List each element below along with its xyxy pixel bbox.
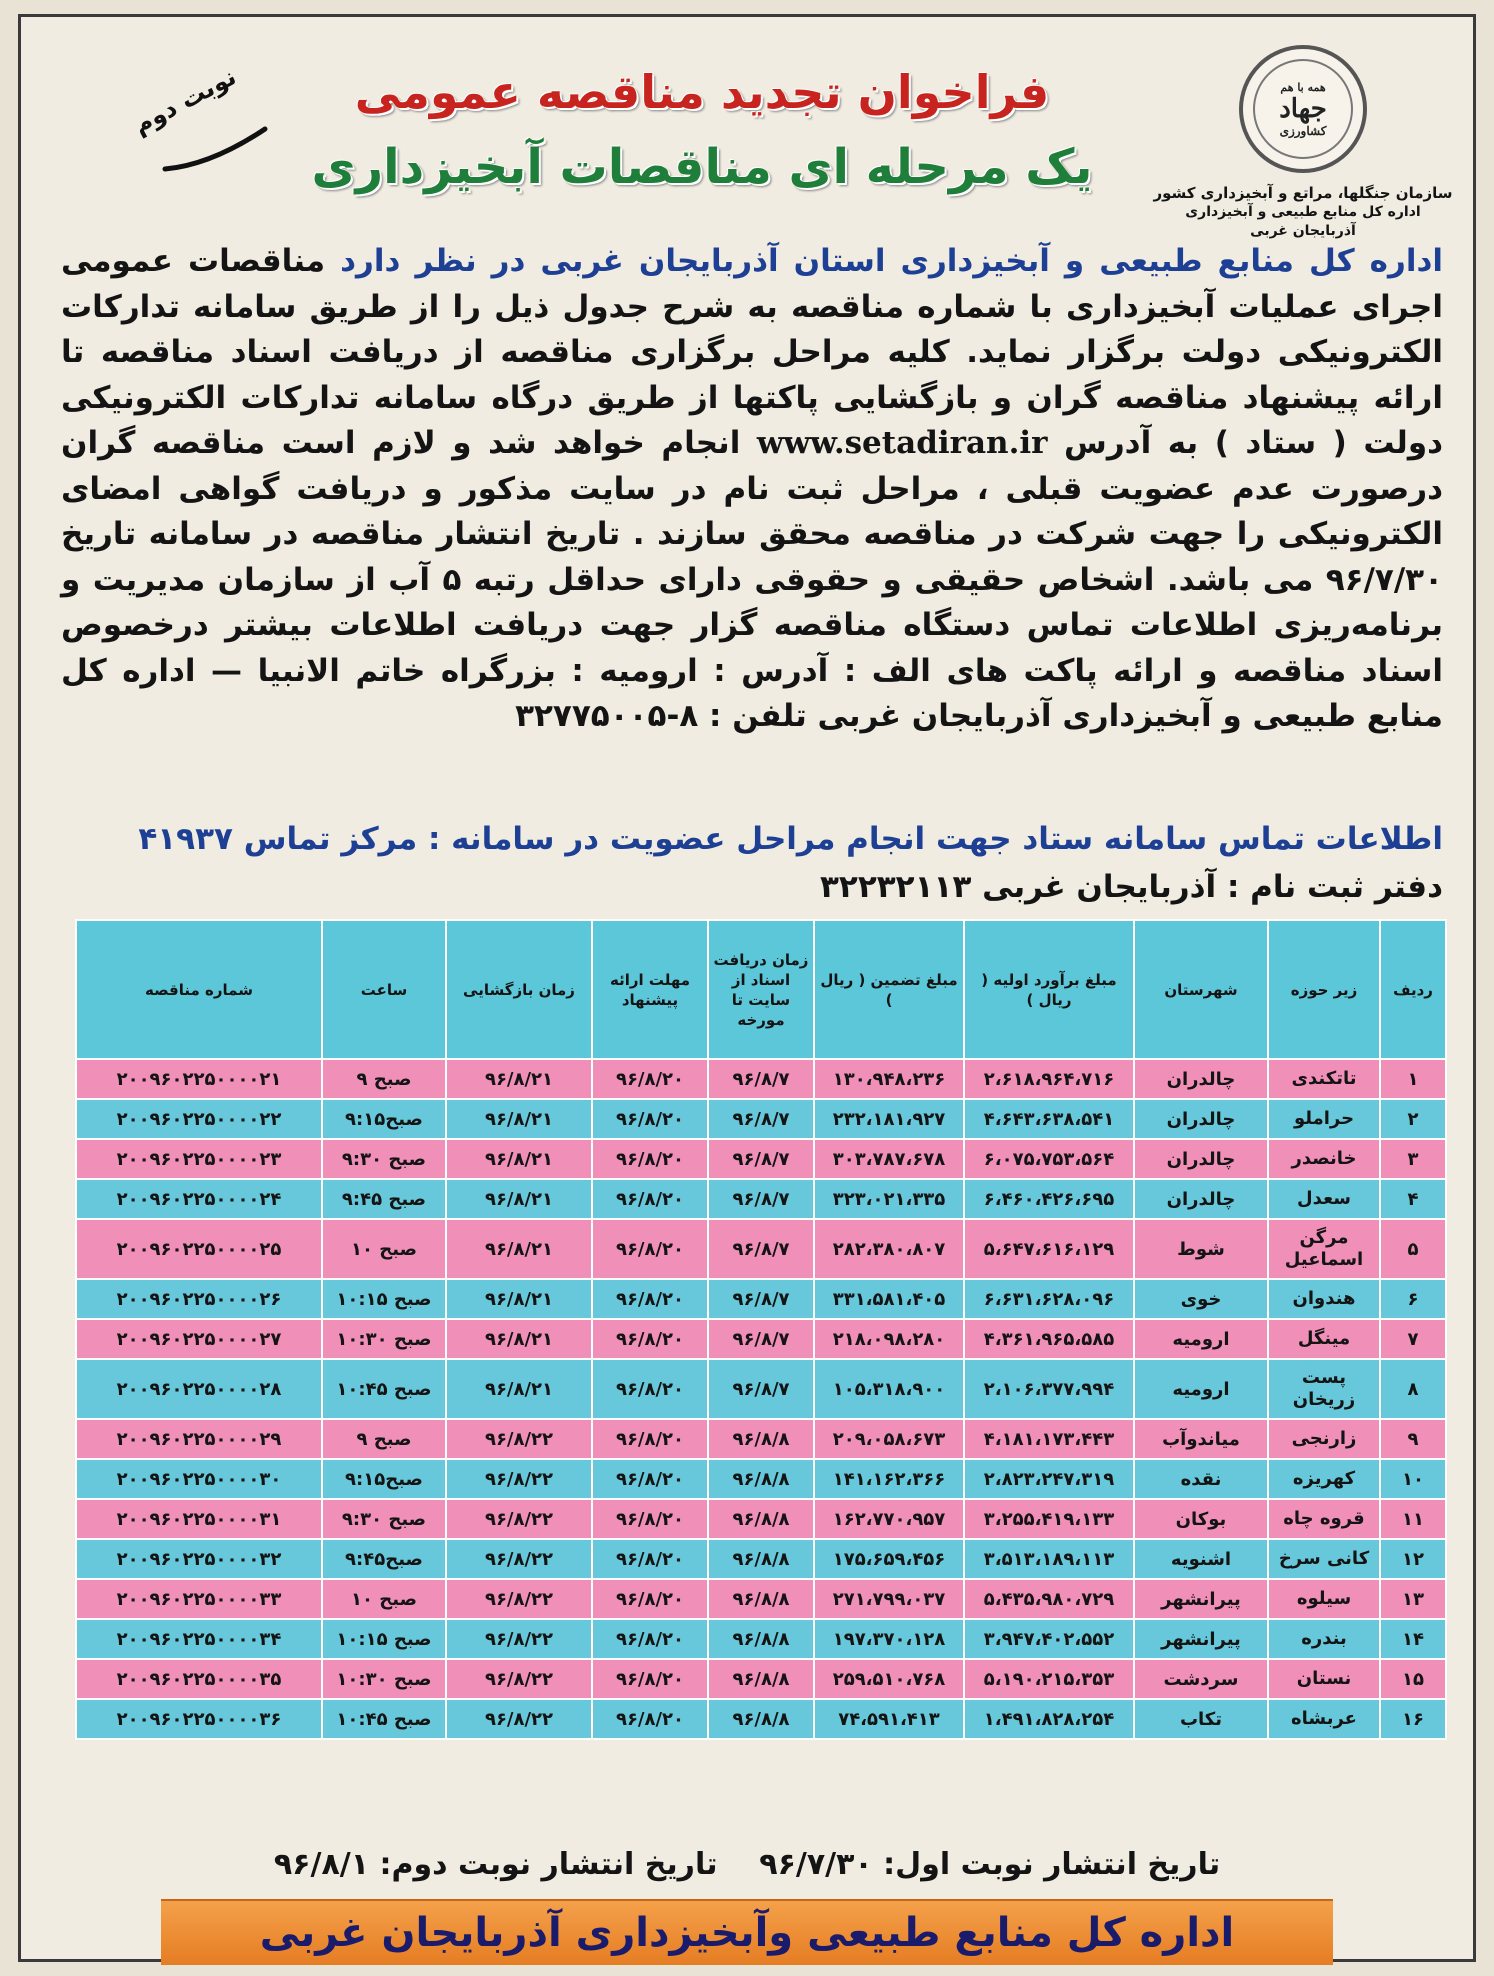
table-cell: هندوان: [1268, 1279, 1380, 1319]
table-cell: زارنجی: [1268, 1419, 1380, 1459]
table-cell: صبح ۱۰:۳۰: [322, 1659, 446, 1699]
table-cell: شوط: [1134, 1219, 1268, 1279]
table-cell: کهریزه: [1268, 1459, 1380, 1499]
table-cell: تکاب: [1134, 1699, 1268, 1739]
table-cell: ۷: [1380, 1319, 1446, 1359]
logo-top-text: همه با هم: [1280, 80, 1326, 94]
table-row: [76, 1579, 1446, 1619]
table-cell: ۱۰۵،۳۱۸،۹۰۰: [814, 1359, 964, 1419]
table-cell: صبح ۱۰: [322, 1579, 446, 1619]
table-cell: ۹۶/۸/۸: [708, 1499, 814, 1539]
table-cell: ۱۶۲،۷۷۰،۹۵۷: [814, 1499, 964, 1539]
table-cell: ۲۰۰۹۶۰۲۲۵۰۰۰۰۳۵: [76, 1659, 322, 1699]
table-cell: ۱۴۱،۱۶۲،۳۶۶: [814, 1459, 964, 1499]
table-cell: ۱۰: [1380, 1459, 1446, 1499]
table-cell: صبح ۹:۳۰: [322, 1499, 446, 1539]
table-cell: ۸: [1380, 1359, 1446, 1419]
table-cell: صبح ۱۰:۴۵: [322, 1699, 446, 1739]
table-cell: ۲۸۲،۳۸۰،۸۰۷: [814, 1219, 964, 1279]
table-cell: ۹۶/۸/۷: [708, 1279, 814, 1319]
registry-office-line: دفتر ثبت نام : آذربایجان غربی ۳۲۲۳۲۱۱۳: [820, 869, 1443, 905]
table-row: [76, 1459, 1446, 1499]
table-cell: ۲،۶۱۸،۹۶۴،۷۱۶: [964, 1059, 1134, 1099]
table-cell: ۶: [1380, 1279, 1446, 1319]
table-cell: صبح۹:۱۵: [322, 1099, 446, 1139]
swoosh-icon: [161, 125, 271, 175]
table-cell: ۹۶/۸/۸: [708, 1619, 814, 1659]
table-cell: صبح ۹: [322, 1419, 446, 1459]
table-cell: ۹۶/۸/۲۲: [446, 1579, 592, 1619]
table-cell: ۹۶/۸/۷: [708, 1219, 814, 1279]
table-cell: ۲۳۲،۱۸۱،۹۲۷: [814, 1099, 964, 1139]
table-cell: مینگل: [1268, 1319, 1380, 1359]
table-cell: ۲،۸۲۳،۲۴۷،۳۱۹: [964, 1459, 1134, 1499]
table-cell: ۱۴: [1380, 1619, 1446, 1659]
table-cell: ۹۶/۸/۷: [708, 1319, 814, 1359]
logo-main-text: جهاد: [1279, 93, 1327, 124]
setad-url-link[interactable]: www.setadiran.ir: [756, 425, 1048, 461]
table-row: [76, 1419, 1446, 1459]
table-cell: ۹۶/۸/۲۰: [592, 1279, 708, 1319]
tender-notice: [18, 14, 1476, 1962]
header-cell: شهرستان: [1134, 920, 1268, 1059]
table-cell: ۳،۹۴۷،۴۰۲،۵۵۲: [964, 1619, 1134, 1659]
table-cell: ۹۶/۸/۷: [708, 1179, 814, 1219]
header-cell: مهلت ارائه پیشنهاد: [592, 920, 708, 1059]
header-cell: ردیف: [1380, 920, 1446, 1059]
table-row: [76, 1359, 1446, 1419]
table-row: [76, 1279, 1446, 1319]
table-cell: صبح ۱۰: [322, 1219, 446, 1279]
table-cell: ارومیه: [1134, 1359, 1268, 1419]
table-cell: پیرانشهر: [1134, 1579, 1268, 1619]
table-cell: عربشاه: [1268, 1699, 1380, 1739]
table-cell: ۳۳۱،۵۸۱،۴۰۵: [814, 1279, 964, 1319]
table-cell: صبح ۹:۴۵: [322, 1179, 446, 1219]
table-cell: قروه چاه: [1268, 1499, 1380, 1539]
table-cell: ۹۶/۸/۲۱: [446, 1359, 592, 1419]
table-cell: ۲: [1380, 1099, 1446, 1139]
notice-title: فراخوان تجدید مناقصه عمومی: [354, 65, 1050, 119]
table-cell: ۵،۴۳۵،۹۸۰،۷۲۹: [964, 1579, 1134, 1619]
table-cell: ۱۵: [1380, 1659, 1446, 1699]
table-cell: ۳۲۳،۰۲۱،۳۳۵: [814, 1179, 964, 1219]
table-cell: ۹۶/۸/۲۱: [446, 1319, 592, 1359]
table-cell: صبح ۹:۳۰: [322, 1139, 446, 1179]
table-cell: ۲۰۹،۰۵۸،۶۷۳: [814, 1419, 964, 1459]
publication-second: تاریخ انتشار نوبت دوم: ۹۶/۸/۱: [273, 1847, 718, 1882]
table-cell: ۹۶/۸/۸: [708, 1699, 814, 1739]
header-cell: مبلغ برآورد اولیه ( ریال ): [964, 920, 1134, 1059]
table-cell: ۹۶/۸/۲۰: [592, 1419, 708, 1459]
table-cell: مرگن اسماعیل: [1268, 1219, 1380, 1279]
table-cell: ۹۶/۸/۲۰: [592, 1099, 708, 1139]
header-cell: زمان بازگشایی: [446, 920, 592, 1059]
table-cell: ۲۰۰۹۶۰۲۲۵۰۰۰۰۲۶: [76, 1279, 322, 1319]
table-cell: صبح ۹: [322, 1059, 446, 1099]
table-cell: ۹۶/۸/۲۱: [446, 1219, 592, 1279]
header-cell: مبلغ تضمین ( ریال ): [814, 920, 964, 1059]
header-cell: شماره مناقصه: [76, 920, 322, 1059]
table-cell: صبح۹:۱۵: [322, 1459, 446, 1499]
table-cell: ۹۶/۸/۲۲: [446, 1499, 592, 1539]
table-cell: ۲۷۱،۷۹۹،۰۳۷: [814, 1579, 964, 1619]
table-cell: ۱: [1380, 1059, 1446, 1099]
table-cell: ۹۶/۸/۲۰: [592, 1659, 708, 1699]
table-cell: بوکان: [1134, 1499, 1268, 1539]
header-cell: زیر حوزه: [1268, 920, 1380, 1059]
table-cell: ۱۳۰،۹۴۸،۲۳۶: [814, 1059, 964, 1099]
table-cell: کانی سرخ: [1268, 1539, 1380, 1579]
table-cell: ۹۶/۸/۲۰: [592, 1139, 708, 1179]
table-cell: پیرانشهر: [1134, 1619, 1268, 1659]
org-header: [1153, 45, 1453, 241]
table-cell: ۹۶/۸/۸: [708, 1539, 814, 1579]
table-row: [76, 1659, 1446, 1699]
table-cell: ۲۰۰۹۶۰۲۲۵۰۰۰۰۲۸: [76, 1359, 322, 1419]
body-paragraph-2: انجام خواهد شد و لازم است مناقصه گران درصورت عدم عضویت قبلی ، مراحل ثبت نام در سایت مذکور و دریافت گواهی امضای الکترونیکی را جهت شرکت در مناقصه محقق سازند . تاریخ انتشار مناقصه در سامانه تاریخ ۹۶/۷/۳۰ می باشد. اشخاص حقیقی و حقوقی دارای حداقل رتبه ۵ آب از سازمان مدیریت و برنامه‌ریزی اطلاعات تماس دستگاه مناقصه گزار جهت دریافت اطلاعات بیشتر درخصوص اسناد مناقصه و ارائه پاکت های الف : آدرس : ارومیه : بزرگراه خاتم الانبیا — اداره کل منابع طبیعی و آبخیزداری آذربایجان غربی تلفن : ۸-۳۲۷۷۵۰۰۵: [61, 425, 1443, 734]
table-cell: ۲۰۰۹۶۰۲۲۵۰۰۰۰۲۳: [76, 1139, 322, 1179]
table-cell: نقده: [1134, 1459, 1268, 1499]
table-cell: ۹۶/۸/۸: [708, 1419, 814, 1459]
table-body: [76, 1059, 1446, 1739]
table-cell: ۹۶/۸/۲۰: [592, 1539, 708, 1579]
table-row: [76, 1699, 1446, 1739]
table-cell: ۹۶/۸/۷: [708, 1099, 814, 1139]
table-cell: چالدران: [1134, 1179, 1268, 1219]
table-row: [76, 1319, 1446, 1359]
table-cell: ۱۶: [1380, 1699, 1446, 1739]
table-cell: ۵،۱۹۰،۲۱۵،۳۵۳: [964, 1659, 1134, 1699]
table-cell: ۲۱۸،۰۹۸،۲۸۰: [814, 1319, 964, 1359]
table-cell: ۹۶/۸/۲۰: [592, 1059, 708, 1099]
table-row: [76, 1499, 1446, 1539]
table-cell: ۲۵۹،۵۱۰،۷۶۸: [814, 1659, 964, 1699]
table-cell: ۷۴،۵۹۱،۴۱۳: [814, 1699, 964, 1739]
intro-text: اداره کل منابع طبیعی و آبخیزداری استان آذربایجان غربی در نظر دارد: [340, 243, 1443, 279]
table-cell: ۳۰۳،۷۸۷،۶۷۸: [814, 1139, 964, 1179]
header-cell: زمان دریافت اسناد از سایت تا مورخه: [708, 920, 814, 1059]
table-cell: چالدران: [1134, 1059, 1268, 1099]
table-cell: ۲۰۰۹۶۰۲۲۵۰۰۰۰۲۹: [76, 1419, 322, 1459]
table-cell: سردشت: [1134, 1659, 1268, 1699]
round-label: نوبت دوم: [128, 62, 241, 140]
table-cell: ۹۶/۸/۸: [708, 1459, 814, 1499]
table-cell: ۲۰۰۹۶۰۲۲۵۰۰۰۰۲۲: [76, 1099, 322, 1139]
table-cell: ۲۰۰۹۶۰۲۲۵۰۰۰۰۲۵: [76, 1219, 322, 1279]
table-cell: ۹۶/۸/۲۲: [446, 1699, 592, 1739]
table-cell: ۹۶/۸/۸: [708, 1659, 814, 1699]
table-cell: صبح ۱۰:۱۵: [322, 1619, 446, 1659]
table-cell: ۵،۶۴۷،۶۱۶،۱۲۹: [964, 1219, 1134, 1279]
table-cell: صبح ۱۰:۱۵: [322, 1279, 446, 1319]
table-row: [76, 1619, 1446, 1659]
table-cell: ۹۶/۸/۷: [708, 1059, 814, 1099]
table-cell: ۳: [1380, 1139, 1446, 1179]
table-row: [76, 1099, 1446, 1139]
table-cell: صبح ۱۰:۴۵: [322, 1359, 446, 1419]
table-cell: ۹۶/۸/۷: [708, 1139, 814, 1179]
table-cell: ۹۶/۸/۲۰: [592, 1359, 708, 1419]
table-cell: ۹۶/۸/۲۱: [446, 1179, 592, 1219]
publication-dates: [61, 1847, 1433, 1882]
table-cell: ۴،۳۶۱،۹۶۵،۵۸۵: [964, 1319, 1134, 1359]
publication-first: تاریخ انتشار نوبت اول: ۹۶/۷/۳۰: [759, 1847, 1221, 1882]
jihad-logo: [1239, 45, 1367, 173]
table-cell: چالدران: [1134, 1139, 1268, 1179]
tenders-table: [75, 919, 1447, 1740]
table-cell: ۹۶/۸/۲۲: [446, 1539, 592, 1579]
table-cell: ۹۶/۸/۲۰: [592, 1699, 708, 1739]
table-cell: ۹۶/۸/۷: [708, 1359, 814, 1419]
org-name-line1: سازمان جنگلها، مراتع و آبخیزداری کشور: [1153, 184, 1453, 202]
body-paragraph-1: مناقصات عمومی اجرای عملیات آبخیزداری با شماره مناقصه به شرح جدول ذیل را از طریق سامانه تدارکات الکترونیکی دولت برگزار نماید. کلیه مراحل برگزاری مناقصه از دریافت اسناد مناقصه تا ارائه پیشنهاد مناقصه گران و بازگشایی پاکتها از طریق درگاه سامانه تدارکات الکترونیکی دولت ( ستاد ) به آدرس: [61, 243, 1444, 461]
table-cell: بندره: [1268, 1619, 1380, 1659]
setad-contact-line: اطلاعات تماس سامانه ستاد جهت انجام مراحل عضویت در سامانه : مرکز تماس ۴۱۹۳۷: [138, 821, 1443, 857]
table-cell: ۳،۵۱۳،۱۸۹،۱۱۳: [964, 1539, 1134, 1579]
table-cell: ۹۶/۸/۲۰: [592, 1219, 708, 1279]
table-cell: ۲۰۰۹۶۰۲۲۵۰۰۰۰۳۳: [76, 1579, 322, 1619]
table-cell: ۹۶/۸/۲۲: [446, 1619, 592, 1659]
logo-bottom-text: کشاورزی: [1279, 123, 1327, 138]
table-cell: ۲۰۰۹۶۰۲۲۵۰۰۰۰۳۴: [76, 1619, 322, 1659]
table-cell: ۹۶/۸/۸: [708, 1579, 814, 1619]
table-cell: ۲۰۰۹۶۰۲۲۵۰۰۰۰۳۶: [76, 1699, 322, 1739]
table-cell: اشنویه: [1134, 1539, 1268, 1579]
table-cell: ۹۶/۸/۲۱: [446, 1059, 592, 1099]
org-name-line2: اداره کل منابع طبیعی و آبخیزداری آذربایجان غربی: [1185, 204, 1421, 239]
table-cell: ۱۱: [1380, 1499, 1446, 1539]
table-cell: ۹۶/۸/۲۰: [592, 1619, 708, 1659]
table-cell: ۶،۶۳۱،۶۲۸،۰۹۶: [964, 1279, 1134, 1319]
table-cell: ۲۰۰۹۶۰۲۲۵۰۰۰۰۲۱: [76, 1059, 322, 1099]
table-cell: پست زریخان: [1268, 1359, 1380, 1419]
table-cell: ۲۰۰۹۶۰۲۲۵۰۰۰۰۳۲: [76, 1539, 322, 1579]
table-cell: ۶،۴۶۰،۴۲۶،۶۹۵: [964, 1179, 1134, 1219]
notice-subtitle: یک مرحله ای مناقصات آبخیزداری: [311, 139, 1093, 195]
table-cell: چالدران: [1134, 1099, 1268, 1139]
table-cell: سعدل: [1268, 1179, 1380, 1219]
table-cell: خانصدر: [1268, 1139, 1380, 1179]
table-cell: ۹۶/۸/۲۰: [592, 1499, 708, 1539]
table-cell: حراملو: [1268, 1099, 1380, 1139]
table-row: [76, 1179, 1446, 1219]
table-cell: ۲۰۰۹۶۰۲۲۵۰۰۰۰۳۰: [76, 1459, 322, 1499]
table-header-row: [76, 920, 1446, 1059]
header-cell: ساعت: [322, 920, 446, 1059]
table-cell: صبح ۱۰:۳۰: [322, 1319, 446, 1359]
table-cell: ۹۶/۸/۲۲: [446, 1659, 592, 1699]
table-cell: ۹۶/۸/۲۲: [446, 1459, 592, 1499]
table-cell: ۱۲: [1380, 1539, 1446, 1579]
table-cell: سیلوه: [1268, 1579, 1380, 1619]
table-cell: ۲،۱۰۶،۳۷۷،۹۹۴: [964, 1359, 1134, 1419]
table-cell: ۹۶/۸/۲۱: [446, 1099, 592, 1139]
table-cell: صبح۹:۴۵: [322, 1539, 446, 1579]
table-cell: ۱۷۵،۶۵۹،۴۵۶: [814, 1539, 964, 1579]
table-cell: خوی: [1134, 1279, 1268, 1319]
table-row: [76, 1059, 1446, 1099]
table-cell: ۴،۶۴۳،۶۳۸،۵۴۱: [964, 1099, 1134, 1139]
table-cell: ۹۶/۸/۲۰: [592, 1579, 708, 1619]
table-cell: ۹: [1380, 1419, 1446, 1459]
table-cell: ۲۰۰۹۶۰۲۲۵۰۰۰۰۲۷: [76, 1319, 322, 1359]
table-cell: نستان: [1268, 1659, 1380, 1699]
table-cell: ۹۶/۸/۲۱: [446, 1279, 592, 1319]
table-cell: ارومیه: [1134, 1319, 1268, 1359]
table-cell: ۹۶/۸/۲۱: [446, 1139, 592, 1179]
table-cell: ۹۶/۸/۲۲: [446, 1419, 592, 1459]
table-cell: ۹۶/۸/۲۰: [592, 1179, 708, 1219]
table-row: [76, 1539, 1446, 1579]
table-cell: ۴: [1380, 1179, 1446, 1219]
table-cell: ۱،۴۹۱،۸۲۸،۲۵۴: [964, 1699, 1134, 1739]
tenders-table-wrap: [77, 919, 1447, 1740]
table-cell: ۴،۱۸۱،۱۷۳،۴۴۳: [964, 1419, 1134, 1459]
table-cell: ۳،۲۵۵،۴۱۹،۱۳۳: [964, 1499, 1134, 1539]
table-row: [76, 1219, 1446, 1279]
table-cell: ۹۶/۸/۲۰: [592, 1319, 708, 1359]
table-cell: ۱۹۷،۳۷۰،۱۲۸: [814, 1619, 964, 1659]
table-cell: ۲۰۰۹۶۰۲۲۵۰۰۰۰۳۱: [76, 1499, 322, 1539]
footer-text: اداره کل منابع طبیعی وآبخیزداری آذربایجان غربی: [259, 1910, 1235, 1956]
footer-banner: [161, 1899, 1333, 1965]
table-cell: میاندوآب: [1134, 1419, 1268, 1459]
table-cell: ۶،۰۷۵،۷۵۳،۵۶۴: [964, 1139, 1134, 1179]
table-cell: ۹۶/۸/۲۰: [592, 1459, 708, 1499]
table-cell: تاتکندی: [1268, 1059, 1380, 1099]
notice-body: [61, 239, 1443, 740]
table-cell: ۱۳: [1380, 1579, 1446, 1619]
table-cell: ۲۰۰۹۶۰۲۲۵۰۰۰۰۲۴: [76, 1179, 322, 1219]
table-row: [76, 1139, 1446, 1179]
table-cell: ۵: [1380, 1219, 1446, 1279]
